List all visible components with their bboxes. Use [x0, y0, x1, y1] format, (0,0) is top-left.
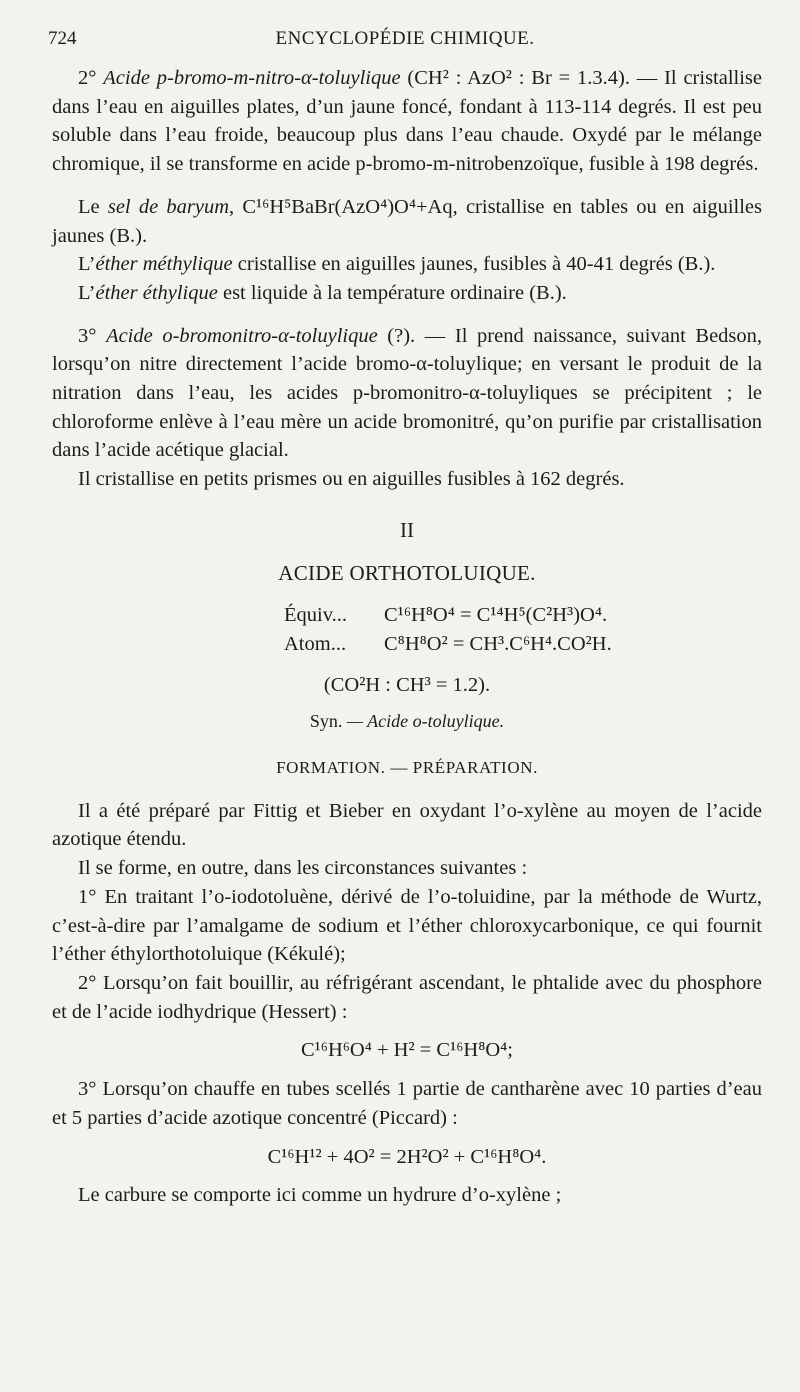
equation-2: C¹⁶H¹² + 4O² = 2H²O² + C¹⁶H⁸O⁴. — [267, 1145, 547, 1168]
subsection-heading: FORMATION. — PRÉPARATION. — [276, 758, 538, 778]
term: éther éthylique — [95, 281, 218, 304]
formula-row-equiv: Équiv... C¹⁶H⁸O⁴ = C¹⁴H⁵(C²H³)O⁴. — [284, 604, 608, 627]
paragraph-method-3: 3° Lorsqu’on chauffe en tubes scellés 1 partie de cantharène avec 10 parties d’eau et 5 parties d’acide azotique concentré (Piccard) : — [52, 1078, 762, 1129]
term: sel de baryum — [107, 195, 230, 218]
item-number: 3° — [78, 324, 97, 347]
term: éther méthylique — [95, 253, 233, 276]
paragraph-methyl-ether: L’éther méthylique cristallise en aiguilles jaunes, fusibles à 40-41 degrés (B.). — [78, 253, 716, 276]
compound-name: Acide o-bromonitro-α-toluylique — [106, 324, 378, 347]
formula-block — [284, 601, 762, 658]
paragraph-carbide: Le carbure se comporte ici comme un hydrure d’o-xylène ; — [78, 1184, 562, 1207]
paragraph-method-1: 1° En traitant l’o-iodotoluène, dérivé de l’o-toluidine, par la méthode de Wurtz, c’est-à-dire par l’amalgame de sodium et l’éther chloroxycarbonique, ce qui fournit l’éther éthylorthotoluique (Kékulé); — [52, 885, 762, 966]
part-number: II — [400, 517, 414, 542]
compound-formula: (CH² : AzO² : Br = 1.3.4). — [407, 67, 630, 89]
synonym-line: Syn. — Acide o-toluylique. — [309, 711, 505, 732]
page-body — [52, 64, 762, 1210]
paragraph-acid-3-crystal: Il cristallise en petits prismes ou en aiguilles fusibles à 162 degrés. — [78, 468, 625, 491]
section-title: ACIDE ORTHOTOLUIQUE. — [278, 560, 536, 585]
position-formula: (CO²H : CH³ = 1.2). — [323, 673, 491, 696]
page-header — [48, 28, 762, 60]
paragraph-barium-salt: Le sel de baryum, C¹⁶H⁵BaBr(AzO⁴)O⁴+Aq, cristallise en tables ou en aiguilles jaunes (B.). — [52, 195, 763, 247]
paragraph-acid-3: 3° Acide o-bromonitro-α-toluylique (?). — Il prend naissance, suivant Bedson, lorsqu’on nitre directement l’acide bromo-α-toluylique; en versant le produit de la nitration dans l’eau, les acides p-bromonitro-α-toluyliques se précipitent ; le chloroforme enlève à l’eau mère un acide bromonitré, qu’on purifie par cristallisation dans l’acide acétique glacial. — [52, 324, 763, 462]
compound-name: Acide p-bromo-m-nitro-α-toluylique — [103, 67, 401, 89]
running-title: ENCYCLOPÉDIE CHIMIQUE. — [275, 28, 535, 49]
item-number: 2° — [78, 67, 97, 89]
formula-row-atom: Atom... C⁸H⁸O² = CH³.C⁶H⁴.CO²H. — [284, 632, 612, 655]
paragraph-text: — Il cristallise dans l’eau en aiguilles plates, d’un jaune foncé, fondant à 113-114 degrés. Il est peu soluble dans l’eau froide, beaucoup plus dans l’eau chaude. Oxydé par le mélange chromique, il se transforme en acide p-bromo-m-nitrobenzoïque, fusible à 198 degrés. — [52, 67, 763, 176]
paragraph-preparation: Il a été préparé par Fittig et Bieber en oxydant l’o-xylène au moyen de l’acide azotique étendu. — [52, 799, 762, 851]
page-number: 724 — [48, 28, 77, 49]
paragraph-circumstances: Il se forme, en outre, dans les circonstances suivantes : — [78, 857, 528, 880]
paragraph-ethyl-ether: L’éther éthylique est liquide à la température ordinaire (B.). — [78, 281, 567, 304]
paragraph-text: — Il prend naissance, suivant Bedson, lorsqu’on nitre directement l’acide bromo-α-toluylique; en versant le produit de la nitration dans l’eau, les acides p-bromonitro-α-toluyliques se précipitent ; le chloroforme enlève à l’eau mère un acide bromonitré, qu’on purifie par cristallisation dans l’acide acétique glacial. — [52, 324, 763, 462]
equation-1: C¹⁶H⁶O⁴ + H² = C¹⁶H⁸O⁴; — [300, 1039, 513, 1062]
paragraph-method-2: 2° Lorsqu’on fait bouillir, au réfrigérant ascendant, le phtalide avec du phosphore et de l’acide iodhydrique (Hessert) : — [52, 971, 762, 1023]
paragraph-acid-2 — [52, 64, 762, 179]
